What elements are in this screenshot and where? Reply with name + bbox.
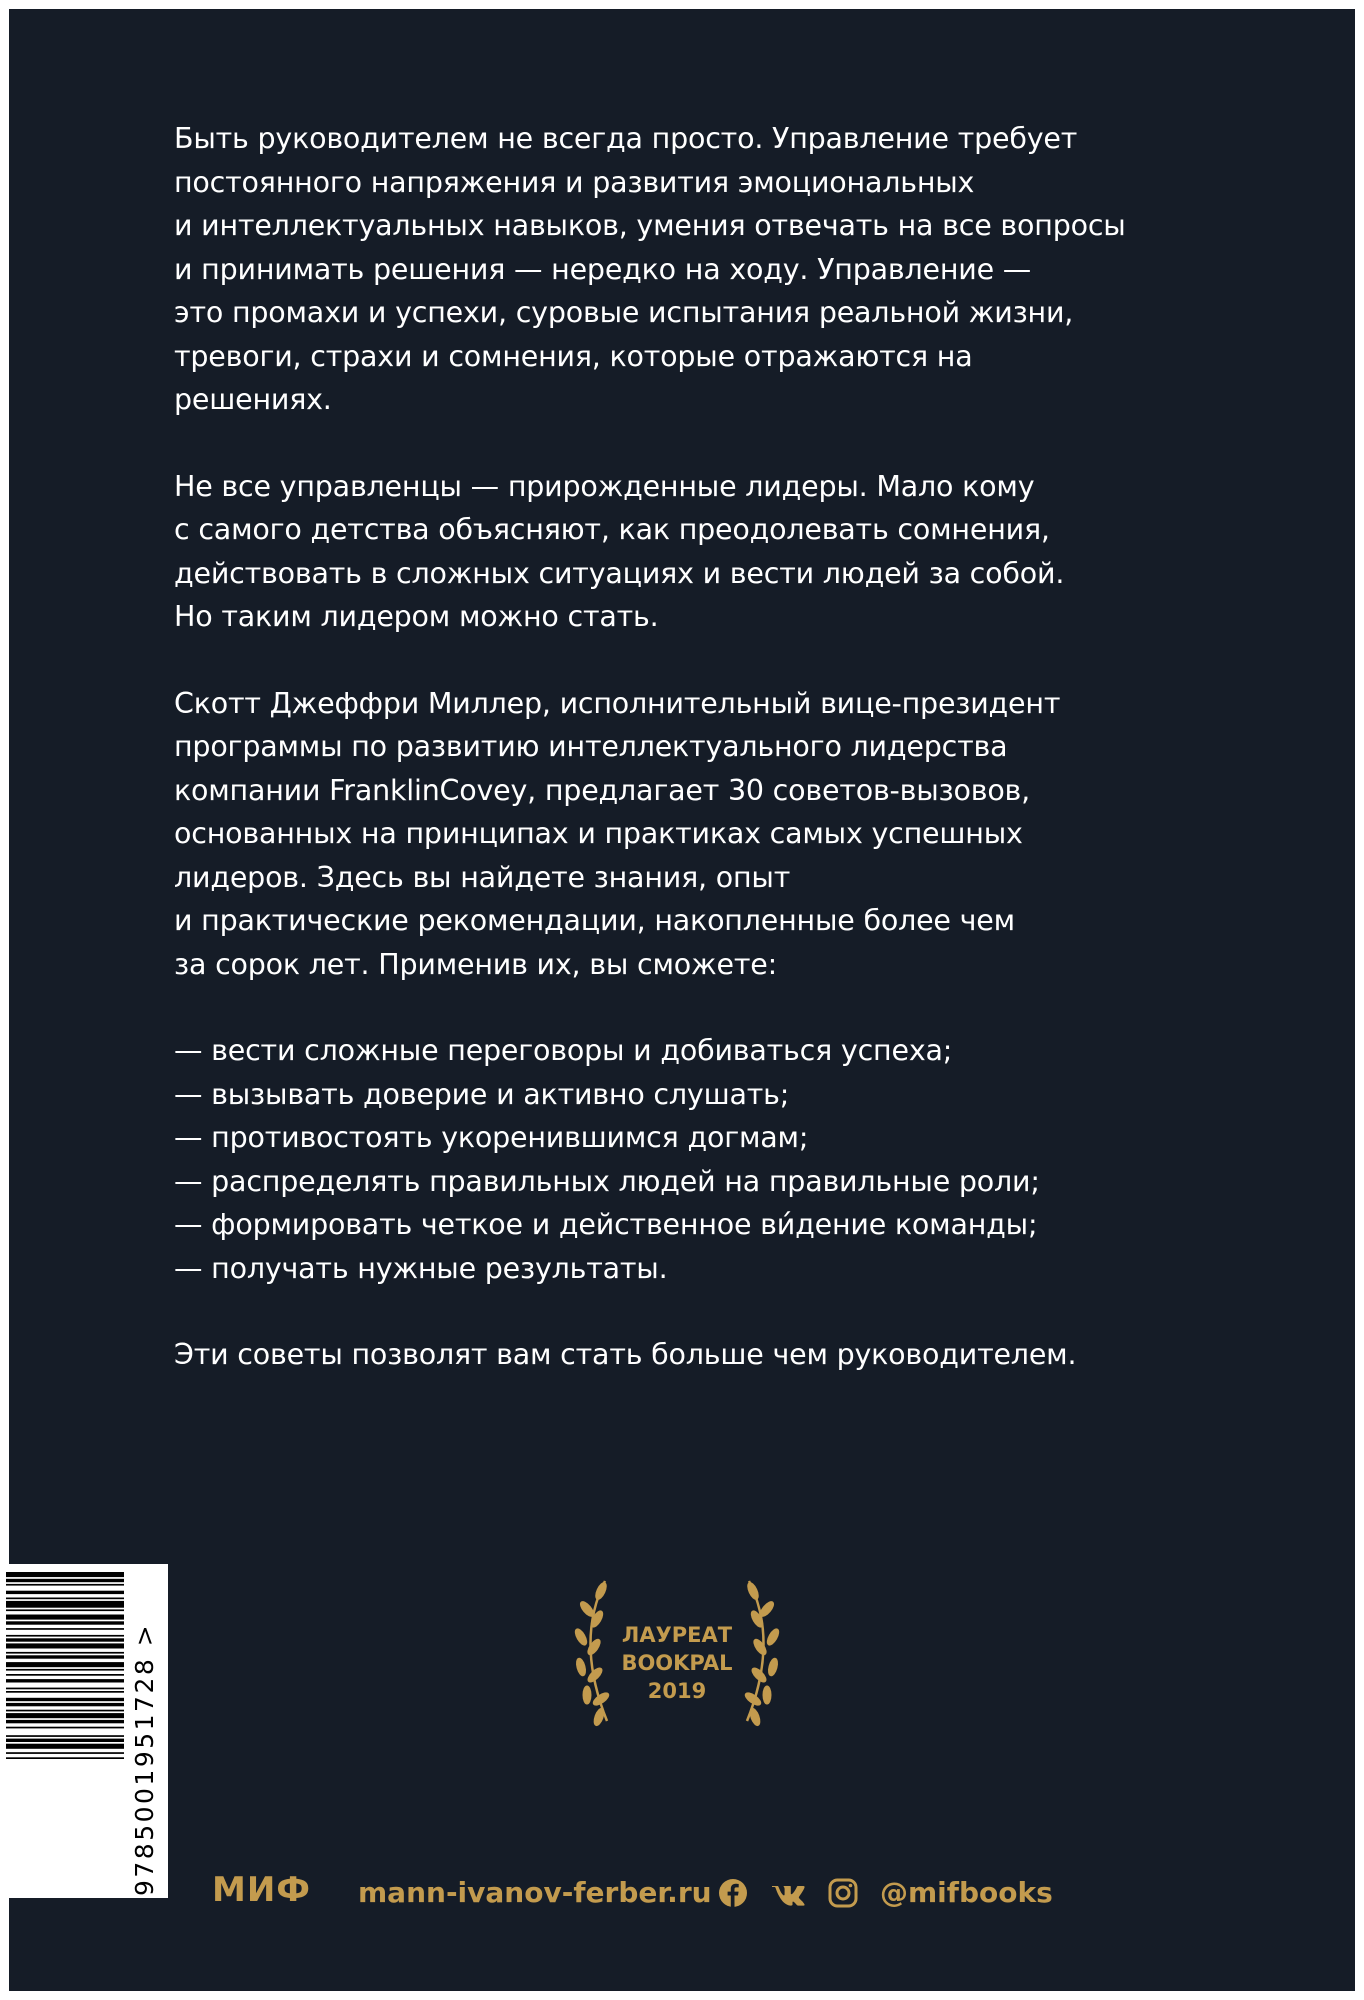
barcode-bar: [6, 1691, 124, 1693]
barcode-bar: [6, 1752, 124, 1754]
isbn-number: [130, 1623, 159, 1896]
paragraph-1: [174, 117, 1234, 422]
text-line: решениях.: [174, 383, 332, 416]
facebook-icon[interactable]: [718, 1878, 748, 1908]
barcode-bar: [6, 1584, 124, 1586]
award-label: [597, 1621, 757, 1705]
text-line: действовать в сложных ситуациях и вести людей за собой.: [174, 556, 1065, 590]
benefits-list: [174, 1029, 1234, 1290]
paragraph-2: [174, 465, 1234, 639]
isbn-digits-text: 9785001951728: [130, 1656, 159, 1896]
publisher-website-link[interactable]: mann-ivanov-ferber.ru: [358, 1876, 712, 1909]
text-line: Быть руководителем не всегда просто. Управление требует: [174, 122, 1078, 155]
barcode-bar: [6, 1698, 124, 1701]
barcode-bar: [6, 1652, 124, 1654]
barcode-bar: [6, 1669, 124, 1671]
barcode-bar: [6, 1710, 124, 1712]
text-line: компании FranklinCovey, предлагает 30 советов-вызовов,: [174, 773, 1031, 807]
barcode-bar: [6, 1735, 124, 1737]
list-item: — противостоять укоренившимся догмам;: [174, 1121, 809, 1154]
barcode-bar: [6, 1679, 124, 1682]
text-line: постоянного напряжения и развития эмоциональных: [174, 165, 975, 199]
text-line: Но таким лидером можно стать.: [174, 600, 659, 633]
publisher-footer: [0, 1866, 1364, 1922]
text-line: это промахи и успехи, суровые испытания реальной жизни,: [174, 296, 1074, 329]
barcode-bar: [6, 1688, 124, 1690]
text-line: и практические рекомендации, накопленные более чем: [174, 904, 1015, 937]
barcode-bar: [6, 1727, 124, 1729]
text-line: основанных на принципах и практиках самых успешных: [174, 817, 1023, 850]
barcode-bar: [6, 1744, 124, 1749]
barcode-bar: [6, 1572, 124, 1577]
barcode-bar: [6, 1609, 124, 1611]
barcode-bar: [6, 1757, 124, 1759]
isbn-barcode: [0, 1564, 168, 1898]
barcode-bar: [6, 1621, 124, 1624]
barcode-bar: [6, 1674, 124, 1676]
text-line: Скотт Джеффри Миллер, исполнительный вице-президент: [174, 686, 1061, 720]
barcode-bar: [6, 1643, 124, 1648]
text-line: Не все управленцы — прирожденные лидеры. Мало кому: [174, 469, 1035, 503]
award-title: ЛАУРЕАТ: [621, 1623, 733, 1647]
list-item: — распределять правильных людей на правильные роли;: [174, 1164, 1040, 1198]
barcode-bar: [6, 1615, 124, 1620]
book-back-cover: [9, 9, 1355, 1991]
barcode-bar: [6, 1713, 124, 1718]
instagram-icon[interactable]: [828, 1878, 858, 1908]
award-year: 2019: [647, 1679, 707, 1703]
list-item: — вести сложные переговоры и добиваться успеха;: [174, 1034, 953, 1067]
text-line: за сорок лет. Применив их, вы сможете:: [174, 947, 777, 981]
social-handle[interactable]: @mifbooks: [880, 1876, 1053, 1909]
text-line: с самого детства объясняют, как преодолевать сомнения,: [174, 513, 1050, 546]
list-item: — вызывать доверие и активно слушать;: [174, 1077, 790, 1111]
barcode-bar: [6, 1628, 124, 1630]
barcode-bar: [6, 1662, 124, 1667]
list-item: — получать нужные результаты.: [174, 1251, 668, 1285]
barcode-bar: [6, 1739, 124, 1742]
barcode-bar: [6, 1635, 124, 1637]
text-line: тревоги, страхи и сомнения, которые отражаются на: [174, 339, 973, 373]
text-line: Эти советы позволят вам стать больше чем руководителем.: [174, 1338, 1077, 1371]
award-badge: [557, 1571, 797, 1741]
barcode-bar: [6, 1598, 124, 1600]
closing-paragraph: [174, 1333, 1234, 1377]
text-line: программы по развитию интеллектуального лидерства: [174, 730, 1008, 763]
text-line: и принимать решения — нередко на ходу. Управление —: [174, 252, 1032, 286]
barcode-bar: [6, 1638, 124, 1641]
vk-icon[interactable]: [770, 1878, 806, 1908]
barcode-bar: [6, 1703, 124, 1706]
barcode-bar: [6, 1591, 124, 1594]
description-text: [174, 117, 1234, 1420]
list-item: — формировать четкое и действенное ви́дение команды;: [174, 1208, 1038, 1241]
text-line: лидеров. Здесь вы найдете знания, опыт: [174, 860, 791, 894]
barcode-bar: [6, 1720, 124, 1723]
barcode-bar: [6, 1579, 124, 1582]
text-line: и интеллектуальных навыков, умения отвечать на все вопросы: [174, 209, 1126, 242]
paragraph-3: [174, 682, 1234, 987]
award-name: BOOKPAL: [621, 1651, 733, 1675]
publisher-logo: МИФ: [212, 1870, 312, 1910]
barcode-bar: [6, 1655, 124, 1658]
barcode-bar: [6, 1601, 124, 1608]
isbn-arrow: >: [130, 1622, 159, 1647]
